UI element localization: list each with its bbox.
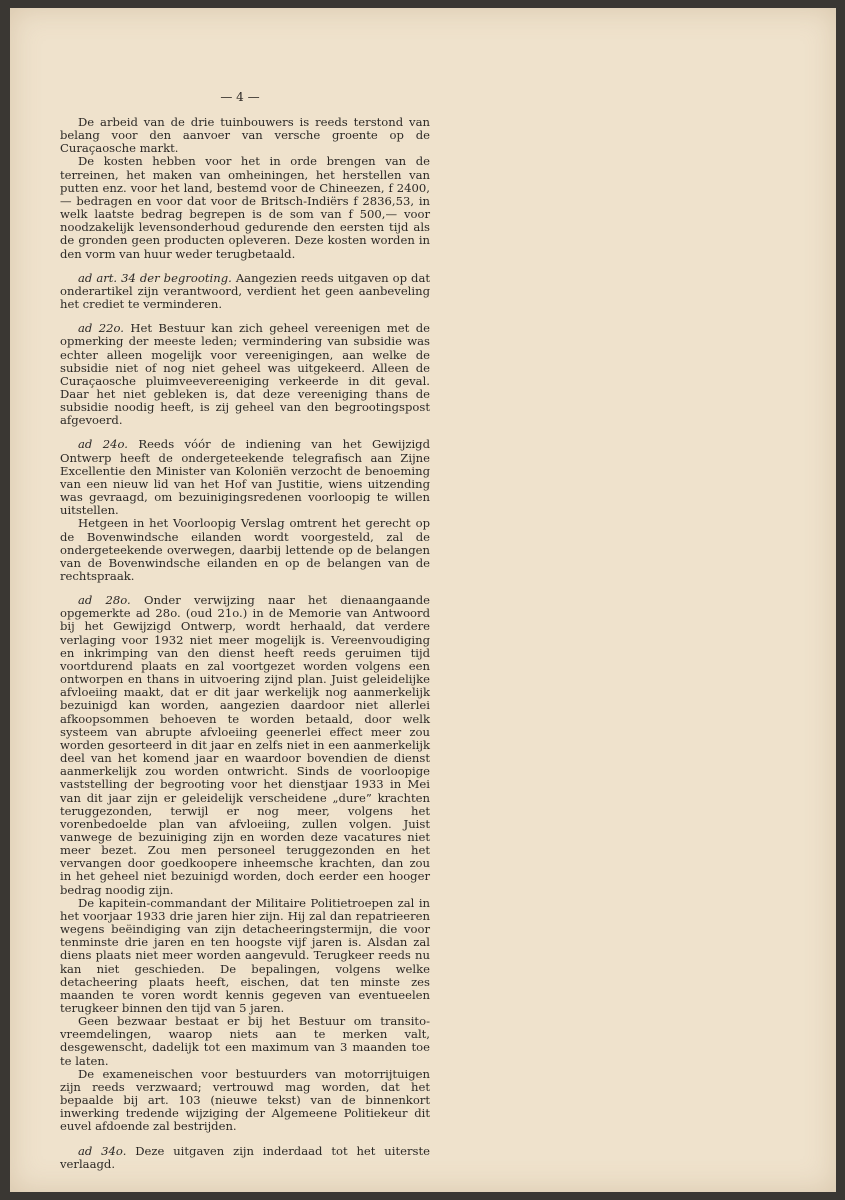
paragraph-text: De kapitein-commandant der Militaire Politietroepen zal in het voorjaar 1933 drie jaren hier zijn. Hij zal dan repatrieeren wegens beëindiging van zijn detacheeringstermijn, die voor tenminste drie jaren en ten hoogste vijf jaren is. Alsdan zal diens plaats niet meer worden aangevuld. Terugkeer reeds nu kan niet geschieden. De bepalingen, volgens welke detacheering plaats heeft, eischen, dat ten minste zes maanden te voren wordt kennis gegeven van eventueelen terugkeer binnen den tijd van 5 jaren.	[60, 895, 430, 1015]
paragraph-text: Reeds vóór de indiening van het Gewijzigd Ontwerp heeft de ondergeteekende telegrafisch aan Zijne Excellentie den Minister van Koloniën verzocht de benoeming van een nieuw lid van het Hof van Justitie, wiens uitzending was gevraagd, om bezuinigingsredenen voorloopig te willen uitstellen.	[60, 437, 430, 518]
body-text	[60, 116, 430, 1171]
paragraph-text: Deze uitgaven zijn inderdaad tot het uiterste verlaagd.	[60, 1143, 430, 1171]
paragraph	[60, 322, 430, 427]
paragraph	[60, 1015, 430, 1068]
paragraph	[60, 272, 430, 311]
paragraph-text: Het Bestuur kan zich geheel vereenigen met de opmerking der meeste leden; vermindering van subsidie was echter alleen mogelijk voor vereenigingen, aan welke de subsidie niet of nog niet geheel was uitgekeerd. Alleen de Curaçaosche pluimveevereeniging verkeerde in dit geval. Daar het niet gebleken is, dat deze vereeniging thans de subsidie noodig heeft, is zij geheel van den begrootingspost afgevoerd.	[60, 321, 431, 428]
paragraph-text: Hetgeen in het Voorloopig Verslag omtrent het gerecht op de Bovenwindsche eilanden wordt voorgesteld, zal de ondergeteekende overwegen, daarbij lettende op de belangen van de Bovenwindsche eilanden en op de belangen van de rechtspraak.	[60, 516, 430, 583]
paragraph-lead: ad 34o.	[78, 1143, 127, 1158]
paragraph-text: Onder verwijzing naar het dienaangaande opgemerkte ad 28o. (oud 21o.) in de Memorie van Antwoord bij het Gewijzigd Ontwerp, wordt herhaald, dat verdere verlaging voor 1932 niet meer mogelijk is. Vereenvoudiging en inkrimping van den dienst heeft reeds geruimen tijd voortdurend plaats en zal voortgezet worden volgens een ontworpen en thans in uitvoering zijnd plan. Juist geleidelijke afvloeiing maakt, dat er dit jaar werkelijk nog aanmerkelijk bezuinigd kan worden, aangezien daardoor niet allerlei afkoopsommen behoeven te worden betaald, door welk systeem van abrupte afvloeiing geenerlei effect meer zou worden gesorteerd in dit jaar en zelfs niet in een aanmerkelijk deel van het komend jaar en waardoor bovendien de dienst aanmerkelijk zou worden ontwricht. Sinds de voorloopige vaststelling der begrooting voor het dienstjaar 1933 in Mei van dit jaar zijn er geleidelijk verscheidene „dure” krachten teruggezonden, terwijl er nog meer, volgens het vorenbedoelde plan van afvloeiing, zullen volgen. Juist vanwege de bezuiniging zijn en worden deze vacatures niet meer bezet. Zou men personeel teruggezonden en het vervangen door goedkoopere inheemsche krachten, dan zou in het geheel niet bezuinigd worden, doch eerder een hooger bedrag noodig zijn.	[60, 593, 430, 897]
paragraph	[60, 116, 430, 155]
paragraph-text: De kosten hebben voor het in orde brengen van de terreinen, het maken van omheiningen, het herstellen van putten enz. voor het land, bestemd voor de Chineezen, f 2400,— bedragen en voor dat voor de Britsch-Indiërs f 2836,53, in welk laatste bedrag begrepen is de som van f 500,— voor noodzakelijk levensonderhoud gedurende den eersten tijd als de gronden geen producten opleveren. Deze kosten worden in den vorm van huur weder terugbetaald.	[60, 154, 430, 261]
paragraph-text: Aangezien reeds uitgaven op dat onderartikel zijn verantwoord, verdient het geen aanbeveling het crediet te verminderen.	[60, 270, 431, 312]
paragraph-lead: ad 28o.	[78, 593, 131, 608]
paragraph-lead: ad art. 34 der begrooting.	[78, 270, 232, 285]
paragraph	[60, 594, 430, 897]
paragraph-text: De arbeid van de drie tuinbouwers is reeds terstond van belang voor den aanvoer van versche groente op de Curaçaosche markt.	[60, 115, 430, 156]
paragraph	[60, 438, 430, 517]
paragraph-text: De exameneischen voor bestuurders van motorrijtuigen zijn reeds verzwaard; vertrouwd mag worden, dat het bepaalde bij art. 103 (nieuwe tekst) van de binnenkort inwerking tredende wijziging der Algemeene Politiekeur dit euvel afdoende zal bestrijden.	[60, 1066, 430, 1134]
document-page	[10, 8, 836, 1192]
paragraph-text: Geen bezwaar bestaat er bij het Bestuur om transito-vreemdelingen, waarop niets aan te merken valt, desgewenscht, dadelijk tot een maximum van 3 maanden toe te laten.	[60, 1014, 430, 1068]
paragraph	[60, 1068, 430, 1134]
paragraph	[60, 1145, 430, 1171]
paragraph-lead: ad 22o.	[78, 321, 124, 336]
paragraph	[60, 155, 430, 260]
paragraph-lead: ad 24o.	[78, 437, 128, 452]
page-number: — 4 —	[220, 90, 260, 104]
paragraph	[60, 897, 430, 1015]
paragraph	[60, 517, 430, 583]
